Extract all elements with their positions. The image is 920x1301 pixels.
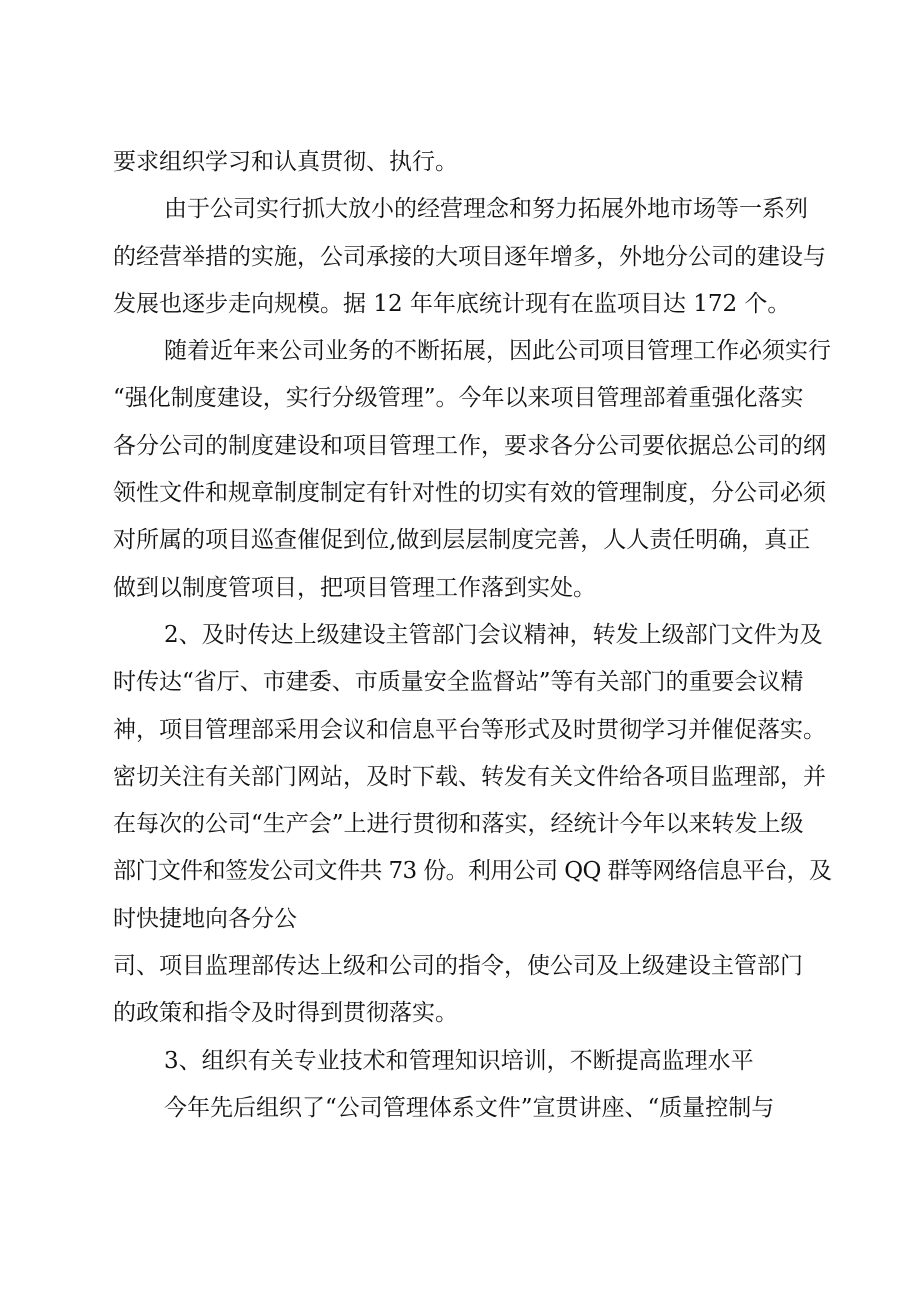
text-line: 时快捷地向各分公 [113,905,297,932]
text-line: 3、组织有关专业技术和管理知识培训，不断提高监理水平 [164,1047,754,1074]
text-line: 密切关注有关部门网站，及时下载、转发有关文件给各项目监理部，并 [113,763,826,790]
text-line: 在每次的公司“生产会”上进行贯彻和落实，经统计今年以来转发上级 [113,811,804,838]
text-line: 各分公司的制度建设和项目管理工作，要求各分公司要依据总公司的纲 [113,432,826,459]
document-body [113,139,833,1132]
text-line: 对所属的项目巡查催促到位,做到层层制度完善，人人责任明确，真正 [113,527,811,554]
text-line: 2、及时传达上级建设主管部门会议精神，转发上级部门文件为及 [164,621,823,648]
text-line: 司、项目监理部传达上级和公司的指令，使公司及上级建设主管部门 [113,953,803,980]
text-line: 部门文件和签发公司文件共 73 份。利用公司 QQ 群等网络信息平台，及 [113,858,832,885]
text-line: “强化制度建设，实行分级管理”。今年以来项目管理部着重强化落实 [113,385,804,412]
text-line: 发展也逐步走向规模。据 12 年年底统计现有在监项目达 172 个。 [113,290,791,317]
text-line: 的经营举措的实施，公司承接的大项目逐年增多，外地分公司的建设与 [113,243,826,270]
text-line: 做到以制度管项目，把项目管理工作落到实处。 [113,574,596,601]
text-line: 的政策和指令及时得到贯彻落实。 [113,1000,458,1027]
text-line: 由于公司实行抓大放小的经营理念和努力拓展外地市场等一系列 [164,196,808,223]
text-line: 时传达“省厅、市建委、市质量安全监督站”等有关部门的重要会议精 [113,669,804,696]
text-line: 今年先后组织了“公司管理体系文件”宣贯讲座、“质量控制与 [164,1094,775,1121]
text-line: 领性文件和规章制度制定有针对性的切实有效的管理制度，分公司必须 [113,480,826,507]
text-line: 随着近年来公司业务的不断拓展，因此公司项目管理工作必须实行 [164,338,831,365]
text-line: 要求组织学习和认真贯彻、执行。 [113,149,458,175]
text-line: 神，项目管理部采用会议和信息平台等形式及时贯彻学习并催促落实。 [113,716,826,743]
